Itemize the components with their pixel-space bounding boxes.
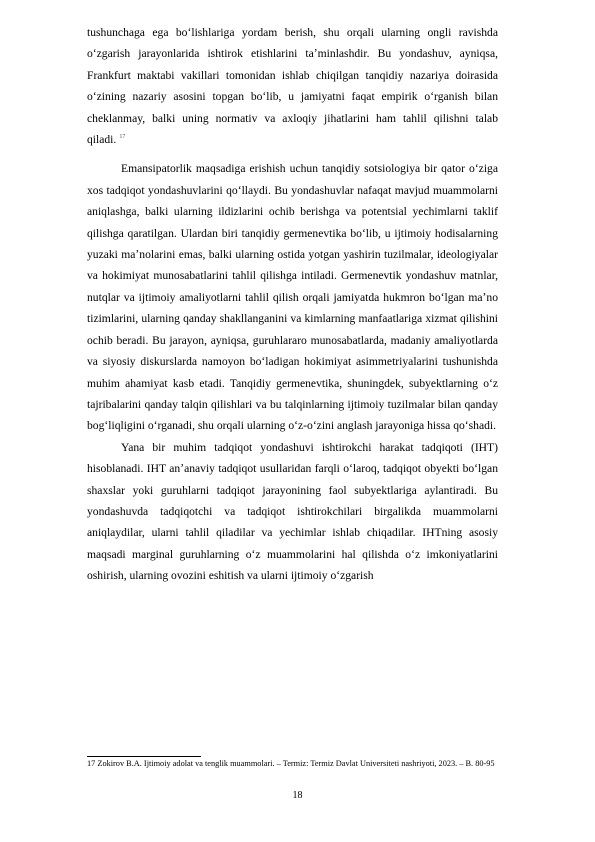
footnote-number: 17 xyxy=(87,759,96,768)
page-body xyxy=(87,22,498,587)
paragraph-1-text: tushunchaga ega bo‘lishlariga yordam berish, shu orqali ularning ongli ravishda o‘zgarish jarayonlarida ishtirok etishlarini taʼminlashdir. Bu yondashuv, ayniqsa, Frankfurt maktabi vakillari tomonidan ishlab chiqilgan tanqidiy nazariya doirasida o‘zining nazariy asosini topgan bo‘lib, u jamiyatni faqat empirik o‘rganish bilan cheklanmay, balki uning normativ va axloqiy jihatlarini ham tahlil qilishni talab qiladi. xyxy=(87,26,498,147)
paragraph-3: Yana bir muhim tadqiqot yondashuvi ishtirokchi harakat tadqiqoti (IHT) hisoblanadi. IHT anʼanaviy tadqiqot usullaridan farqli o‘laroq, tadqiqot obyekti bo‘lgan shaxslar yoki guruhlarni tadqiqot jarayonining faol subyektlariga aylantiradi. Bu yondashuvda tadqiqotchi va tadqiqot ishtirokchilari birgalikda muammolarni aniqlaydilar, ularni tahlil qiladilar va yechimlar ishlab chiqadilar. IHTning asosiy maqsadi marginal guruhlarning o‘z muammolarini hal qilishda o‘z imkoniyatlarini oshirish, ularning ovozini eshitish va ularni ijtimoiy o‘zgarish xyxy=(87,440,498,583)
footnote-reference[interactable]: 17 xyxy=(119,134,126,141)
footnote-text: Zokirov B.A. Ijtimoiy adolat va tenglik muammolari. – Termiz: Termiz Davlat Universiteti nashriyoti, 2023. – B. 80-95 xyxy=(97,759,495,768)
footnote xyxy=(87,758,507,769)
paragraph-1 xyxy=(87,22,498,150)
page-number: 18 xyxy=(292,790,303,801)
paragraph-2: Emansipatorlik maqsadiga erishish uchun tanqidiy sotsiologiya bir qator o‘ziga xos tadqiqot yondashuvlarini qo‘llaydi. Bu yondashuvlar nafaqat mavjud muammolarni aniqlashga, balki ularning ildizlarini ochib berishga va potentsial yechimlarni taklif qilishga qaratilgan. Ulardan biri tanqidiy germenevtika bo‘lib, u ijtimoiy hodisalarning yuzaki maʼnolarini emas, balki ularning ostida yotgan yashirin tuzilmalar, ideologiyalar va hokimiyat munosabatlarini tahlil qilishga intiladi. Germenevtik yondashuv matnlar, nutqlar va ijtimoiy amaliyotlarni tahlil qilish orqali jamiyatda hukmron bo‘lgan maʼno tizimlarini, ularning qanday shakllanganini va kimlarning manfaatlariga xizmat qilishini ochib beradi. Bu jarayon, ayniqsa, guruhlararo munosabatlarda, madaniy amaliyotlarda va siyosiy diskurslarda namoyon bo‘ladigan hokimiyat asimmetriyalarini tushunishda muhim ahamiyat kasb etadi. Tanqidiy germenevtika, shuningdek, subyektlarning o‘z tajribalarini qanday talqin qilishlari va bu talqinlarning ijtimoiy tuzilmalar bilan qanday bog‘liqligini o‘rganadi, shu orqali ularning o‘z-o‘zini anglash jarayoniga hissa qo‘shadi. xyxy=(87,162,498,433)
footnote-separator xyxy=(87,756,201,757)
